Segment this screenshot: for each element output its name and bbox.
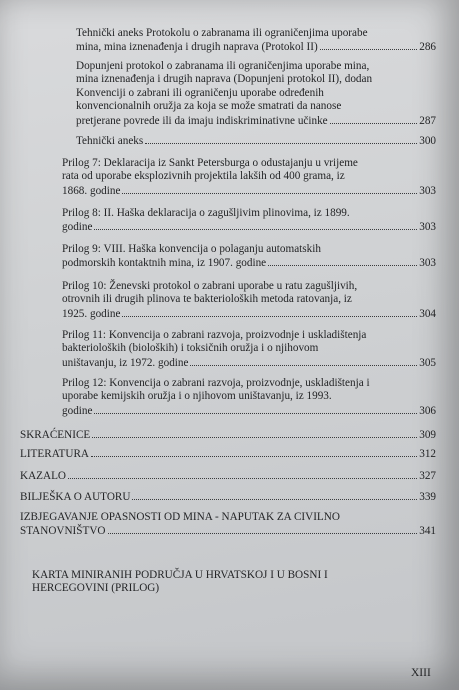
toc-entry-text: IZBJEGAVANJE OPASNOSTI OD MINA - NAPUTAK ZA CIVILNO <box>20 511 340 523</box>
leader-dots <box>94 220 417 230</box>
toc-entry-text: podmorskih kontaktnih mina, iz 1907. godine <box>62 257 267 270</box>
toc-entry-text: Tehnički aneks Protokolu o zabranama ili ograničenjima uporabe <box>76 27 368 39</box>
toc-entry-technical-annex <box>76 134 436 148</box>
toc-page-number: 304 <box>419 307 436 320</box>
toc-entry-text: rata od uporabe eksplozivnih projektila lakših od 400 grama, iz <box>62 170 345 183</box>
toc-entry-annex-8 <box>62 207 436 235</box>
toc-entry-text: uništavanju, iz 1972. godine <box>62 356 189 369</box>
toc-entry-text: Prilog 12: Konvencija o zabrani razvoja, proizvodnje, uskladištenja i <box>62 377 370 389</box>
toc-entry-abbreviations <box>20 428 436 442</box>
leader-dots <box>94 404 417 414</box>
toc-entry-text: 1868. godine <box>62 184 121 197</box>
leader-dots <box>190 356 417 366</box>
toc-page-number: 309 <box>419 429 436 441</box>
toc-entry-text: Prilog 8: II. Haška deklaracija o zagušljivim plinovima, iz 1899. <box>62 207 350 219</box>
toc-entry-text: mina iznenađenja i drugih naprava (Dopunjeni protokol II), dodan <box>76 73 373 86</box>
toc-entry-text: Konvenciji o zabrani ili ograničenju uporabe određenih <box>76 86 324 99</box>
toc-entry-minefield-map <box>32 569 412 596</box>
toc-page-number: 303 <box>419 184 436 197</box>
toc-entry-text: uporabe kemijskih oružja i o njihovom uništavanju, iz 1993. <box>62 390 332 403</box>
toc-entry-text: konvencionalnih oružja za koja se može smatrati da nanose <box>76 100 342 113</box>
toc-entry-annex-11 <box>62 329 436 370</box>
toc-entry-text: godine <box>62 404 93 417</box>
toc-entry-text: STANOVNIŠTVO <box>20 525 106 538</box>
toc-entry-text: 1925. godine <box>62 307 121 320</box>
leader-dots <box>268 256 417 266</box>
toc-page-number: 341 <box>419 525 436 538</box>
toc-entry-text: LITERATURA <box>20 448 89 460</box>
toc-entry-text: pretjerane povrede ili da imaju indiskriminativne učinke <box>76 114 328 127</box>
leader-dots <box>68 469 417 479</box>
leader-dots <box>122 307 417 317</box>
leader-dots <box>132 490 417 500</box>
toc-page-number: 305 <box>419 356 436 369</box>
toc-entry-mine-avoidance <box>20 511 436 539</box>
toc-entry-literature <box>20 447 436 461</box>
toc-entry-amended-protocol-ii <box>76 60 436 128</box>
toc-entry-text: mina, mina iznenađenja i drugih naprava (Protokol II) <box>76 41 318 54</box>
toc-entry-annex-9 <box>62 243 436 271</box>
toc-entry-annex-7 <box>62 157 436 198</box>
toc-entry-text: Prilog 9: VIII. Haška konvencija o polaganju automatskih <box>62 243 321 255</box>
leader-dots <box>108 524 418 534</box>
toc-entry-text: BILJEŠKA O AUTORU <box>20 491 131 503</box>
toc-page-number: 300 <box>419 135 436 147</box>
toc-page-number: 287 <box>419 114 436 127</box>
leader-dots <box>92 428 417 438</box>
toc-entry-text: Prilog 7: Deklaracija iz Sankt Petersburga o odustajanju u vrijeme <box>62 157 358 169</box>
leader-dots <box>122 184 417 194</box>
toc-entry-text: Dopunjeni protokol o zabranama ili ograničenjima uporabe mina, <box>76 60 370 72</box>
toc-page-number: 303 <box>419 257 436 270</box>
toc-entry-text: KAZALO <box>20 470 66 482</box>
toc-entry-text: Prilog 10: Ženevski protokol o zabrani uporabe u ratu zagušljivih, <box>62 280 358 292</box>
toc-page-number: 339 <box>419 491 436 503</box>
page-number: XIII <box>411 667 431 679</box>
toc-entry-about-author <box>20 490 436 504</box>
toc-page-number: 306 <box>419 404 436 417</box>
toc-entry-text: Prilog 11: Konvencija o zabrani razvoja, proizvodnje i uskladištenja <box>62 329 367 341</box>
toc-page-number: 286 <box>419 41 436 54</box>
toc-entry-text: KARTA MINIRANIH PODRUČJA U HRVATSKOJ I U BOSNI I <box>32 569 328 581</box>
toc-page-number: 312 <box>419 448 436 460</box>
toc-page-number: 327 <box>419 470 436 482</box>
toc-entry-text: godine <box>62 221 93 234</box>
toc-entry-text: otrovnih ili drugih plinova te bakterioloških metoda ratovanja, iz <box>62 293 352 306</box>
toc-entry-text: Tehnički aneks <box>76 135 144 147</box>
toc-entry-annex-12 <box>62 377 436 418</box>
toc-entry-annex-10 <box>62 280 436 321</box>
leader-dots <box>91 447 417 457</box>
toc-entry-technical-annex-protocol-ii <box>76 27 436 55</box>
toc-page-number: 303 <box>419 221 436 234</box>
toc-entry-text: bakterioloških (bioloških) i toksičnih oružja i o njihovom <box>62 342 319 355</box>
toc-entry-index <box>20 469 436 483</box>
toc-entry-text: HERCEGOVINI (PRILOG) <box>32 582 160 595</box>
toc-entry-text: SKRAĆENICE <box>20 429 91 441</box>
leader-dots <box>330 114 418 124</box>
leader-dots <box>320 40 418 50</box>
leader-dots <box>145 134 417 144</box>
